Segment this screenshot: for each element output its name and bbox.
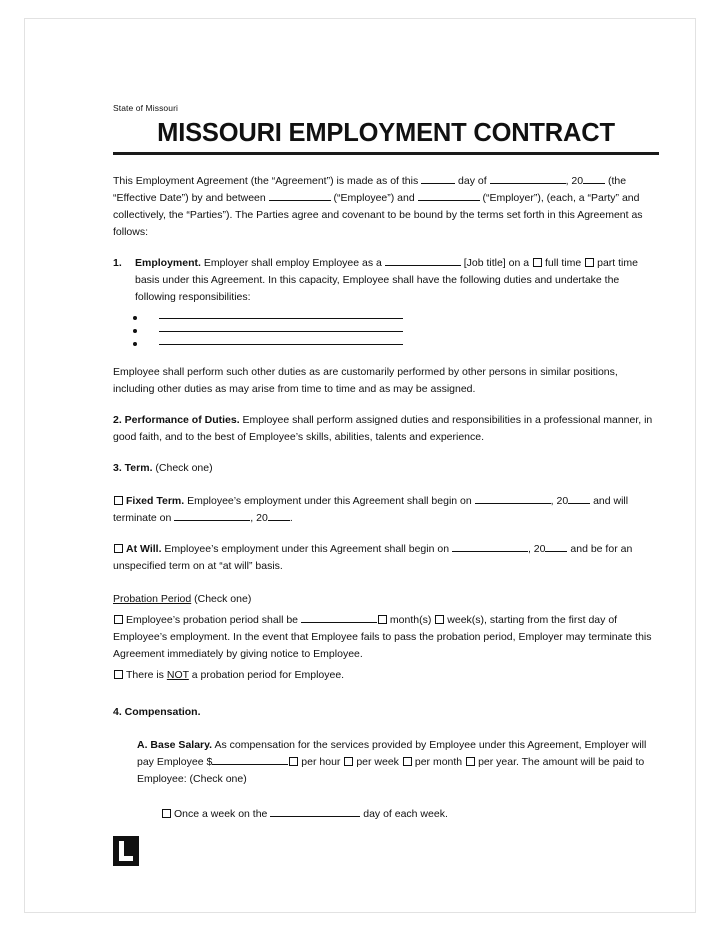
label-per-year: per year. The amount will be paid to Employee: (Check one) (137, 756, 645, 785)
section-performance-heading: 2. Performance of Duties. (113, 414, 240, 426)
label-per-hour: per hour (301, 756, 341, 768)
section-employment-text-1: Employer shall employ Employee as a (200, 257, 385, 269)
list-item (113, 329, 659, 333)
section-employment-heading: Employment. (135, 257, 201, 269)
blank-fixed-start-year[interactable] (568, 503, 590, 504)
section-performance (113, 412, 659, 446)
blank-fixed-start-date[interactable] (475, 503, 551, 504)
at-will-text-1: Employee’s employment under this Agreement shall begin on (161, 543, 452, 555)
probation-check-one: (Check one) (191, 593, 252, 605)
checkbox-once-a-week[interactable] (162, 809, 171, 818)
checkbox-at-will[interactable] (114, 544, 123, 553)
bullet-dot-icon (133, 342, 137, 346)
once-a-week-option (161, 806, 659, 823)
label-per-month: per month (414, 756, 463, 768)
probation-no-emphasis: NOT (166, 669, 189, 681)
bullet-dot-icon (133, 316, 137, 320)
probation-no-text-1: There is (126, 669, 167, 681)
intro-text-5: (“Employee”) and (330, 192, 418, 204)
intro-text-2: day of (455, 175, 490, 187)
term-fixed-option (113, 493, 659, 527)
section-performance-text: Employee shall perform assigned duties and responsibilities in a professional manner, in good faith, and to the best of Employee’s skills, abilities, talents and experience. (113, 414, 653, 443)
duty-blank-line[interactable] (159, 330, 403, 332)
checkbox-per-year[interactable] (466, 757, 475, 766)
list-item (113, 342, 659, 346)
checkbox-probation-months[interactable] (378, 615, 387, 624)
duty-blank-line[interactable] (159, 343, 403, 345)
fixed-term-text-4: , 20 (250, 512, 268, 524)
blank-fixed-end-year[interactable] (268, 520, 290, 521)
checkbox-full-time[interactable] (533, 258, 542, 267)
blank-salary-amount[interactable] (212, 764, 288, 765)
intro-text-3: , 20 (565, 175, 584, 187)
probation-option-2 (113, 667, 659, 684)
duty-blank-line[interactable] (159, 317, 403, 319)
at-will-label: At Will. (126, 543, 162, 555)
section-employment-number: 1. (113, 257, 122, 269)
label-full-time: full time (545, 257, 582, 269)
legal-templates-logo-icon (113, 836, 139, 866)
section-term-check-one: (Check one) (152, 462, 213, 474)
probation-no-text-2: a probation period for Employee. (188, 669, 345, 681)
checkbox-per-week[interactable] (344, 757, 353, 766)
blank-job-title[interactable] (385, 265, 461, 266)
fixed-term-label: Fixed Term. (126, 495, 185, 507)
blank-employer[interactable] (418, 200, 480, 201)
list-item (113, 316, 659, 320)
checkbox-probation-yes[interactable] (114, 615, 123, 624)
page-title: MISSOURI EMPLOYMENT CONTRACT (157, 119, 615, 147)
document-content (113, 103, 659, 837)
section-employment-body (135, 255, 659, 306)
duties-bullet-list (113, 316, 659, 346)
blank-month[interactable] (490, 183, 566, 184)
section-term-heading-row (113, 460, 659, 477)
state-line: State of Missouri (113, 103, 179, 113)
section-employment-text-2: [Job title] on a (460, 257, 532, 269)
term-at-will-option (113, 541, 659, 575)
paper-sheet (24, 18, 696, 913)
checkbox-part-time[interactable] (585, 258, 594, 267)
base-salary-text-1: As compensation for the services provided by Employee under this Agreement, Employer will pay Employee $ (137, 739, 647, 768)
bullet-dot-icon (133, 329, 137, 333)
section-compensation-heading: 4. Compensation. (113, 706, 201, 718)
at-will-text-3: and be for an unspecified term on at “at will” basis. (113, 543, 633, 572)
blank-employee[interactable] (269, 200, 331, 201)
base-salary-paragraph (137, 737, 659, 788)
other-duties-paragraph: Employee shall perform such other duties as are customarily performed by other persons in similar positions, including other duties as may arise from time to time and as may be assigned. (113, 366, 618, 395)
blank-day[interactable] (421, 183, 455, 184)
blank-at-will-year[interactable] (545, 551, 567, 552)
intro-text-6: (“Employer”), (each, a “Party” and collectively, the “Parties”). The Parties agree and covenant to be bound by the terms set forth in this Agreement as follows: (113, 192, 643, 238)
blank-year[interactable] (583, 183, 605, 184)
probation-text-1: Employee’s probation period shall be (126, 614, 301, 626)
section-employment-text-3: basis under this Agreement. In this capacity, Employee shall have the following duties and undertake the following responsibilities: (135, 274, 620, 303)
checkbox-per-hour[interactable] (289, 757, 298, 766)
fixed-term-text-2: , 20 (550, 495, 569, 507)
at-will-text-2: , 20 (527, 543, 546, 555)
probation-option-1 (113, 612, 659, 663)
blank-pay-day[interactable] (270, 816, 360, 817)
label-part-time: part time (597, 257, 638, 269)
checkbox-per-month[interactable] (403, 757, 412, 766)
fixed-term-text-5: . (289, 512, 293, 524)
base-salary-label: A. Base Salary. (137, 739, 213, 751)
probation-months-label: month(s) (389, 614, 435, 626)
once-week-text-1: Once a week on the (174, 808, 271, 820)
checkbox-probation-weeks[interactable] (435, 615, 444, 624)
probation-heading: Probation Period (113, 593, 192, 605)
once-week-text-2: day of each week. (360, 808, 448, 820)
intro-text-1: This Employment Agreement (the “Agreement”) is made as of this (113, 175, 422, 187)
probation-weeks-label: week(s), starting from the first day of Employee’s employment. In the event that Employee fails to pass the probation period, Employer may terminate this Agreement immediately by giving notice to Employee. (113, 614, 652, 660)
fixed-term-text-3: and will terminate on (113, 495, 629, 524)
checkbox-probation-no[interactable] (114, 670, 123, 679)
intro-paragraph (113, 173, 659, 241)
blank-at-will-start-date[interactable] (452, 551, 528, 552)
checkbox-fixed-term[interactable] (114, 496, 123, 505)
title-divider (113, 152, 659, 155)
probation-heading-row (113, 591, 659, 608)
fixed-term-text-1: Employee’s employment under this Agreement shall begin on (184, 495, 475, 507)
section-employment (113, 255, 659, 306)
intro-text-4: (the “Effective Date”) by and between (113, 175, 627, 204)
blank-probation-length[interactable] (301, 622, 377, 623)
blank-fixed-end-date[interactable] (174, 520, 250, 521)
label-per-week: per week (356, 756, 399, 768)
section-term-heading: 3. Term. (113, 462, 153, 474)
